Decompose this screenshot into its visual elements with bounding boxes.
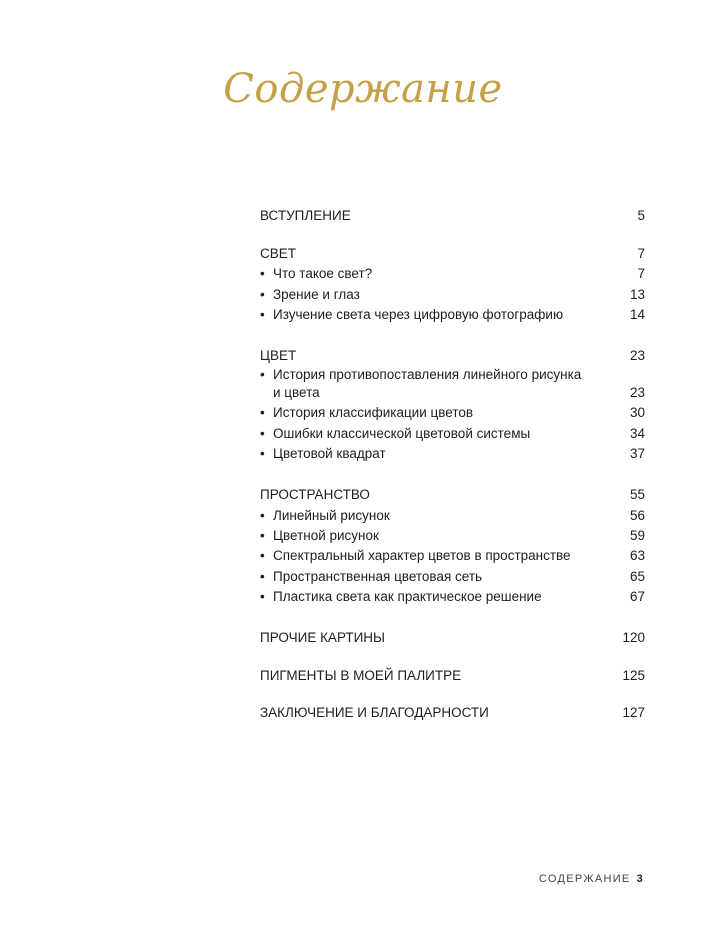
toc-subentry[interactable] — [260, 526, 645, 546]
toc-entry-label: • Что такое свет? — [260, 264, 372, 284]
toc-entry-label: • Пластика света как практическое решение — [260, 587, 542, 607]
toc-entry-label: • Линейный рисунок — [260, 506, 390, 526]
toc-entry-label: • Зрение и глаз — [260, 285, 360, 305]
toc-entry-label: ЦВЕТ — [260, 348, 297, 363]
toc-subentry[interactable] — [260, 264, 645, 284]
toc-entry-label: • Ошибки классической цветовой системы — [260, 424, 530, 444]
toc-entry-other-paintings[interactable] — [260, 628, 645, 648]
toc-entry-page: 63 — [629, 548, 645, 563]
toc-subentry[interactable] — [260, 424, 645, 444]
toc-entry-label-line1: История противопоставления линейного рисунка — [273, 367, 582, 382]
toc-entry-page: 13 — [629, 287, 645, 302]
toc-entry-page: 125 — [622, 668, 645, 683]
toc-entry-page: 127 — [622, 705, 645, 720]
toc-subentry[interactable] — [260, 546, 645, 566]
toc-entry-pigments[interactable] — [260, 666, 645, 686]
toc-entry-page: 37 — [629, 446, 645, 461]
toc-entry-label: ПИГМЕНТЫ В МОЕЙ ПАЛИТРЕ — [260, 668, 462, 683]
toc-subentry[interactable] — [260, 587, 645, 607]
page-footer — [539, 873, 644, 885]
page-title: Содержание — [223, 66, 503, 112]
toc-entry-page: 7 — [637, 266, 645, 281]
toc-entry-page: 14 — [629, 307, 645, 322]
footer-section-name: СОДЕРЖАНИЕ — [538, 873, 631, 885]
toc-entry-label: • Пространственная цветовая сеть — [260, 567, 482, 587]
toc-entry-page: 55 — [629, 487, 645, 502]
toc-subentry[interactable] — [260, 444, 645, 464]
toc-entry-page: 30 — [629, 405, 645, 420]
toc-subentry[interactable] — [260, 403, 645, 423]
toc-entry-page: 23 — [629, 348, 645, 363]
toc-entry-page: 7 — [637, 246, 645, 261]
toc-entry-label-line2: и цвета — [273, 385, 320, 400]
toc-entry-light[interactable] — [260, 244, 645, 264]
toc-entry-label: ПРОЧИЕ КАРТИНЫ — [260, 630, 385, 645]
toc-entry-page: 59 — [629, 528, 645, 543]
toc-entry-conclusion[interactable] — [260, 703, 645, 723]
toc-entry-label — [260, 366, 590, 402]
toc-entry-space[interactable] — [260, 485, 645, 505]
toc-entry-page: 23 — [629, 385, 645, 400]
toc-entry-label: СВЕТ — [260, 246, 297, 261]
toc-subentry[interactable] — [260, 305, 645, 325]
toc-entry-label: ВСТУПЛЕНИЕ — [260, 208, 351, 223]
toc-entry-label: • Цветной рисунок — [260, 526, 379, 546]
footer-page-number: 3 — [636, 873, 644, 885]
toc-subentry[interactable] — [260, 366, 645, 404]
toc-entry-page: 120 — [622, 630, 645, 645]
toc-entry-label: • Спектральный характер цветов в пространстве — [260, 546, 571, 566]
toc-entry-label: • История классификации цветов — [260, 403, 473, 423]
toc-entry-label: • Цветовой квадрат — [260, 444, 386, 464]
toc-entry-introduction[interactable] — [260, 206, 645, 226]
toc-entry-page: 5 — [637, 208, 645, 223]
toc-subentry[interactable] — [260, 506, 645, 526]
toc-entry-color[interactable] — [260, 346, 645, 366]
toc-entry-page: 65 — [629, 569, 645, 584]
toc-entry-page: 67 — [629, 589, 645, 604]
toc-entry-label: ЗАКЛЮЧЕНИЕ И БЛАГОДАРНОСТИ — [260, 705, 489, 720]
toc-entry-page: 34 — [629, 426, 645, 441]
toc-entry-label: • Изучение света через цифровую фотографию — [260, 305, 563, 325]
toc-entry-page: 56 — [629, 508, 645, 523]
toc-subentry[interactable] — [260, 567, 645, 587]
toc-subentry[interactable] — [260, 285, 645, 305]
toc-entry-label: ПРОСТРАНСТВО — [260, 487, 370, 502]
